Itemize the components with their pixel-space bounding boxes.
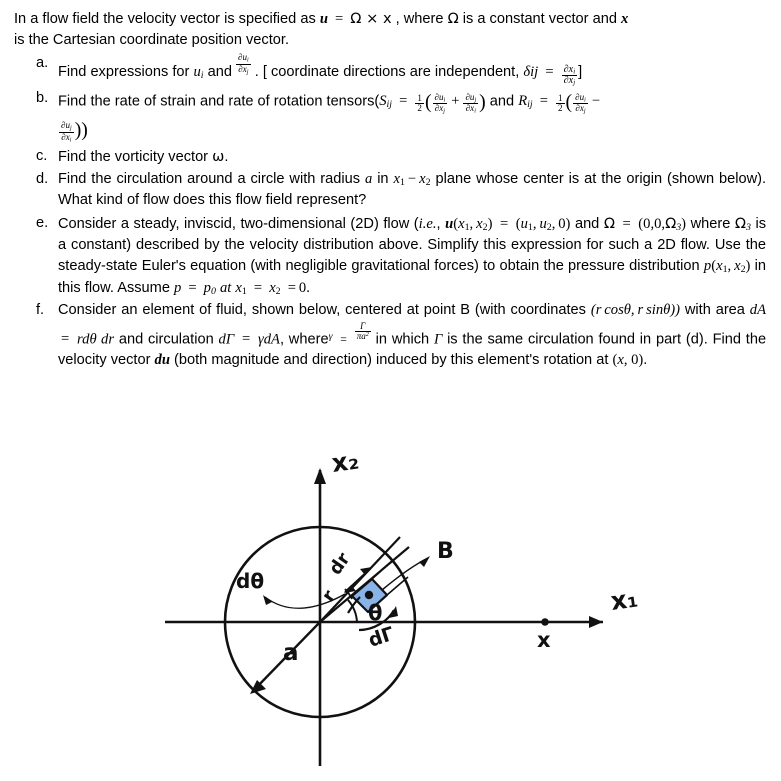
part-f-B-coords: (r cosθ, r sinθ)) <box>590 302 681 319</box>
part-f-and-circ: and circulation <box>118 331 214 348</box>
part-b-plus: + <box>451 93 460 110</box>
part-c-omega: ω <box>212 147 225 165</box>
part-e-and: and <box>574 215 600 232</box>
intro-u-symbol: u <box>319 11 328 27</box>
part-e-pressure-func: p <box>703 258 712 275</box>
part-e-p0: $p_0$ <box>203 279 216 298</box>
part-e-x2-val: $x_2$ <box>269 279 281 298</box>
part-e-equals-2: = <box>622 215 631 232</box>
part-d: d. Find the circulation around a circle with radius a in $x_1 - x_2$ plane whose center is at the origin (shown below). What kind of flow does this flow field represent? <box>36 170 767 209</box>
intro-equals: = <box>335 11 344 27</box>
part-e-text-1: Consider a steady, inviscid, two-dimensional (2D) flow ( <box>58 215 419 232</box>
part-e-x1-val: $x_1$ <box>235 279 247 298</box>
part-f-in: in <box>375 331 387 348</box>
dgamma-label: dΓ <box>365 622 398 652</box>
part-f-with-area: with area <box>684 302 745 319</box>
part-c-marker: c. <box>36 147 48 164</box>
part-f-gamma-frac: $\frac{\Gamma}{\pi a^2}$ <box>356 320 369 341</box>
part-e-u-components: ($u_1$, $u_2$, 0) <box>515 215 571 233</box>
theta-label: θ <box>368 601 383 625</box>
part-b-text-1: Find the rate of strain and rate of rotation tensors( <box>58 93 380 110</box>
part-e-assume: Assume <box>117 279 170 296</box>
part-b-marker: b. <box>36 89 49 106</box>
part-e-u-func: u <box>445 215 454 232</box>
radius-a-label: a <box>283 640 299 666</box>
part-b-equals-1: = <box>399 93 408 110</box>
part-a-bracket-close: ] <box>578 64 583 81</box>
part-e: e. Consider a steady, inviscid, two-dimensional (2D) flow (i.e., $u(x_1$, $x_2) = (u_1$, $u_2$, 0) and $\Omega = (0,0,\Omega_3)$ where $\Omega_3$ is a constant) described by the velocity distribution above. Simplify this expression for such a 2D flow. Use the steady-state Euler's equation (with negligible gravitational forces) to obtain the pressure distribution $p(x_1$, $x_2$) in this flow. Assume $p = p_0$ at $x_1 = x_2 = 0$. <box>36 214 767 298</box>
part-b-half-2: $\frac{1}{2}$ <box>558 93 563 114</box>
part-d-x1: $x_1$ <box>393 170 405 189</box>
dr-label: dr <box>324 548 355 579</box>
part-e-comma: , <box>436 215 441 232</box>
point-B-label: B <box>437 539 454 564</box>
part-e-omega3: $\Omega_3$ <box>734 214 751 233</box>
part-d-in: in <box>377 170 389 187</box>
wedge-outer-line-2 <box>387 577 408 595</box>
part-f-eval-point: (x, 0) <box>612 352 644 369</box>
part-f-marker: f. <box>36 302 45 319</box>
part-a <box>36 53 766 86</box>
part-f-period: . <box>643 352 648 369</box>
part-e-text-2: is a constant) described by the velocity distribution above. <box>58 215 767 254</box>
part-f-Gamma: Γ <box>433 331 443 348</box>
intro-x-symbol: x <box>621 11 629 27</box>
part-a-ui: $u_i$ <box>193 64 204 82</box>
figure-container <box>0 440 781 781</box>
dtheta-ray-line <box>317 537 400 622</box>
x2-axis-arrowhead <box>314 468 326 484</box>
part-f-du: du <box>154 352 170 369</box>
intro-omega-symbol: Ω <box>447 10 459 27</box>
part-f-rdtheta-dr: rdθ dr <box>77 331 115 348</box>
part-e-omega-components: $(0,0,\Omega_3)$ <box>638 214 687 233</box>
intro-text-2: , where <box>395 11 444 27</box>
part-c <box>36 146 766 168</box>
part-a-delta-ij: δij <box>523 64 539 81</box>
part-d-x2: $x_2$ <box>419 170 431 189</box>
part-e-text-3: Simplify this expression for such a 2D flow. Use the steady-state Euler's equation (with <box>58 237 766 275</box>
point-B-leader-arrowhead <box>419 556 430 567</box>
part-b-and: and <box>489 93 515 110</box>
part-b-paren-open-1: ( <box>424 90 432 113</box>
part-e-at: at <box>219 279 232 296</box>
part-a-dxi-dxj-frac: $\frac{\partial x_i}{\partial x_j}$ <box>563 63 576 87</box>
circle-diagram-svg <box>0 440 781 781</box>
intro-paragraph <box>14 8 766 51</box>
part-d-text-2: plane whose center is at the <box>435 170 622 187</box>
dtheta-label: dθ <box>236 569 265 593</box>
intro-omega-cross-x: Ω × x <box>350 10 392 27</box>
part-b-duj-dxi-2: $\frac{\partial u_j}{\partial x_i}$ <box>61 120 72 144</box>
part-f-gamma-dA: γdA <box>257 331 280 348</box>
part-f-dGamma: dΓ <box>218 331 235 348</box>
intro-text-4: is the Cartesian coordinate position vector. <box>14 32 290 49</box>
r-label: r <box>317 586 341 606</box>
part-d-marker: d. <box>36 170 49 187</box>
part-b-half-1: $\frac{1}{2}$ <box>417 93 422 114</box>
part-f-text-4: (both <box>174 352 208 369</box>
part-b-R-tensor: $R_{ij}$ <box>518 93 533 111</box>
part-c-period: . <box>224 148 229 165</box>
parts-list <box>14 53 766 371</box>
part-e-where: where <box>690 215 731 232</box>
part-f-gamma-sym: γ <box>328 330 333 342</box>
part-e-marker: e. <box>36 214 49 231</box>
part-f-text-2: which <box>391 331 430 348</box>
part-b-dui-dxj-1: $\frac{\partial u_i}{\partial x_j}$ <box>434 91 446 115</box>
part-f: f. Consider an element of fluid, shown below, centered at point B (with coordinates (r cosθ, r sinθ)) with area dA = rdθ dr and circulation dΓ = γdA, where$^\gamma$ = $\frac{\Gamma}{\pi a^2}$ in which Γ is the same circulation found in part (d). Find the velocity vector du (both magnitude and direction) induced by this element's rotation at (x, 0). <box>36 302 767 369</box>
dgamma-arrowhead <box>389 606 398 618</box>
part-c-text: Find the vorticity vector <box>58 148 209 165</box>
part-f-text-1: Consider an element of fluid, shown below, centered at point B (with coordinates <box>58 302 586 319</box>
part-f-where: , where <box>279 331 329 348</box>
part-e-equals-1: = <box>499 215 509 232</box>
intro-text-3: is a constant vector and <box>462 11 617 27</box>
point-B-marker <box>365 591 373 599</box>
intro-text-1: In a flow field the velocity vector is specified as <box>14 11 316 27</box>
part-b-equals-2: = <box>539 93 548 110</box>
part-a-equals: = <box>545 64 554 81</box>
x1-axis-arrowhead <box>589 616 603 628</box>
part-e-p: p <box>174 279 182 296</box>
point-x-label: x <box>537 628 551 652</box>
part-d-text-3: origin (shown below). What kind of flow does this flow field represent? <box>58 170 767 209</box>
x2-axis-label: x₂ <box>329 445 361 478</box>
part-e-omega: Ω <box>603 214 615 232</box>
part-b-paren-close-2: )) <box>74 119 88 142</box>
part-b-paren-close-1: ) <box>479 90 486 113</box>
problem-statement <box>14 8 766 372</box>
part-b-minus: − <box>591 93 601 110</box>
x1-axis-label: x₁ <box>608 583 640 616</box>
part-e-text-4: negligible gravitational forces) to obtain the pressure distribution <box>285 258 700 275</box>
dr-arrowhead-out <box>360 567 372 575</box>
part-b <box>36 88 766 145</box>
part-a-and: and <box>207 64 232 81</box>
part-b-paren-open-2: ( <box>565 90 573 113</box>
part-a-text-2: . [ coordinate directions are independent, <box>254 64 520 81</box>
point-x-marker <box>541 618 549 626</box>
part-f-dA: dA <box>749 302 766 319</box>
part-b-S-tensor: $S_{ij}$ <box>379 93 393 111</box>
part-f-text-3: is the same circulation found in part (d). Find the velocity vector <box>58 331 767 369</box>
part-f-text-5: magnitude and direction) induced by this element's rotation at <box>211 352 609 369</box>
part-a-derivative-frac: $\frac{\partial u_i}{\partial x_j}$ <box>238 52 249 76</box>
part-a-text-1: Find expressions for <box>58 64 190 81</box>
part-e-text-5: in this flow. <box>58 258 767 296</box>
part-d-text-1: Find the circulation around a circle with radius <box>58 170 361 187</box>
part-a-marker: a. <box>36 55 49 72</box>
part-d-radius-a: a <box>364 170 373 187</box>
part-b-dui-dxj-2: $\frac{\partial u_i}{\partial x_j}$ <box>575 91 586 115</box>
part-e-ie: i.e. <box>418 215 437 232</box>
part-b-duj-dxi-1: $\frac{\partial u_j}{\partial x_i}$ <box>465 91 477 115</box>
